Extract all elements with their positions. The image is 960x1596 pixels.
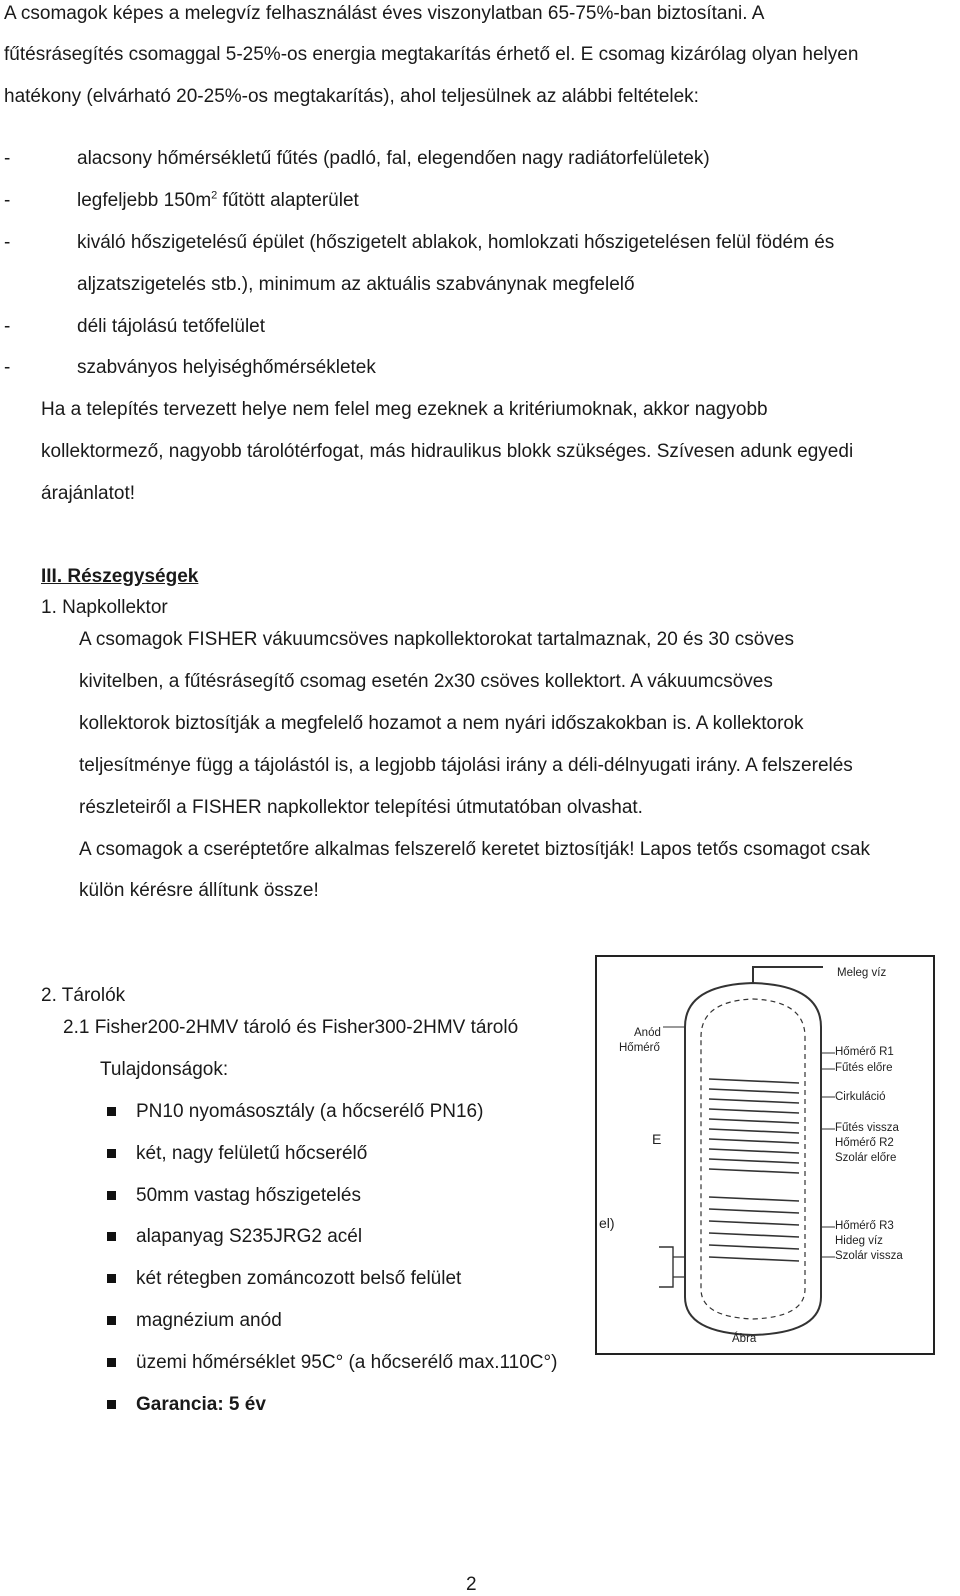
subsection-title: 1. Napkollektor [41,597,168,618]
install-line-3: árajánlatot! [41,483,136,504]
collector-line-7: külön kérésre állítunk össze! [79,880,319,901]
label-szolar-vissza: Szolár vissza [835,1250,903,1262]
figure-caption: Ábra [732,1333,757,1345]
condition-text-cont: aljzatszigetelés stb.), minimum az aktuális szabványnak megfelelő [77,274,635,295]
condition-text-pre: legfeljebb 150m [77,190,212,211]
superscript: 2 [211,189,218,202]
property-text: magnézium anód [136,1310,282,1331]
storage-tank-diagram [595,955,935,1355]
intro-line-3: hatékony (elvárható 20-25%-os megtakarítás), ahol teljesülnek az alábbi feltételek: [4,86,699,107]
collector-line-4: teljesítménye függ a tájolástól is, a legjobb tájolási irány a déli-délnyugati irány. A felszerelés [79,755,853,776]
bullet-square-icon [107,1400,116,1409]
property-text: két rétegben zománcozott belső felület [136,1268,462,1289]
bullet-square-icon [107,1107,116,1116]
collector-line-3: kollektorok biztosítják a megfelelő hozamot a nem nyári időszakokban is. A kollektorok [79,713,804,734]
collector-line-5: részleteiről a FISHER napkollektor telepítési útmutatóban olvashat. [79,797,643,818]
list-dash: - [4,357,11,378]
section-heading: III. Részegységek [41,566,199,587]
label-szolar-elore: Szolár előre [835,1152,897,1164]
label-hideg-viz: Hideg víz [835,1235,883,1247]
list-dash: - [4,316,11,337]
heater-port [673,1257,685,1277]
bullet-square-icon [107,1232,116,1241]
label-homero: Hőmérő [619,1042,660,1054]
lower-heat-exchanger-coil [709,1197,799,1261]
page-number: 2 [466,1574,477,1595]
label-meleg-viz: Meleg víz [837,967,887,979]
list-dash: - [4,148,11,169]
label-cirkulacio: Cirkuláció [835,1091,886,1103]
list-dash: - [4,232,11,253]
condition-text: szabványos helyiséghőmérsékletek [77,357,376,378]
condition-text-post: fűtött alapterület [217,190,359,211]
bullet-square-icon [107,1358,116,1367]
heater-port [659,1247,673,1287]
property-text: 50mm vastag hőszigetelés [136,1185,361,1206]
collector-line-1: A csomagok FISHER vákuumcsöves napkollektorokat tartalmaznak, 20 és 30 csöves [79,629,794,650]
list-dash: - [4,190,11,211]
property-text: két, nagy felületű hőcserélő [136,1143,368,1164]
bullet-square-icon [107,1149,116,1158]
bullet-square-icon [107,1316,116,1325]
condition-text [77,190,359,212]
label-homero-r3: Hőmérő R3 [835,1220,894,1232]
property-text: alapanyag S235JRG2 acél [136,1226,363,1247]
condition-text: déli tájolású tetőfelület [77,316,266,337]
upper-heat-exchanger-coil [709,1079,799,1173]
label-homero-r2: Hőmérő R2 [835,1137,894,1149]
condition-text: kiváló hőszigetelésű épület (hőszigetelt ablakok, homlokzati hőszigetelésen felül födém és [77,232,835,253]
install-line-2: kollektormező, nagyobb tárolótérfogat, más hidraulikus blokk szükséges. Szívesen adunk egyedi [41,441,854,462]
property-text-guarantee: Garancia: 5 év [136,1394,266,1415]
collector-line-6: A csomagok a cseréptetőre alkalmas felszerelő keretet biztosítják! Lapos tetős csomagot csak [79,839,870,860]
tank-outer-shell [685,983,821,1335]
bullet-square-icon [107,1274,116,1283]
intro-line-2: fűtésrásegítés csomaggal 5-25%-os energia megtakarítás érhető el. E csomag kizárólag olyan helyen [4,44,859,65]
subsection-title: 2.1 Fisher200-2HMV tároló és Fisher300-2HMV tároló [63,1017,519,1038]
label-partial-cut: el) [599,1215,615,1231]
condition-text: alacsony hőmérsékletű fűtés (padló, fal, elegendően nagy radiátorfelületek) [77,148,710,169]
bullet-square-icon [107,1191,116,1200]
label-anod: Anód [634,1027,661,1039]
subsection-title: 2. Tárolók [41,985,126,1006]
properties-label: Tulajdonságok: [100,1059,229,1080]
install-line-1: Ha a telepítés tervezett helye nem felel meg ezeknek a kritériumoknak, akkor nagyobb [41,399,768,420]
hot-water-pipe [753,967,823,983]
label-futes-elore: Fűtés előre [835,1062,893,1074]
label-futes-vissza: Fűtés vissza [835,1122,899,1134]
collector-line-2: kivitelben, a fűtésrásegítő csomag esetén 2x30 csöves kollektort. A vákuumcsöves [79,671,773,692]
property-text: üzemi hőmérséklet 95C° (a hőcserélő max.110C°) [136,1352,558,1373]
label-e: E [652,1131,662,1147]
label-homero-r1: Hőmérő R1 [835,1046,894,1058]
property-text: PN10 nyomásosztály (a hőcserélő PN16) [136,1101,484,1122]
intro-line-1: A csomagok képes a melegvíz felhasználást éves viszonylatban 65-75%-ban biztosítani. A [4,3,765,24]
